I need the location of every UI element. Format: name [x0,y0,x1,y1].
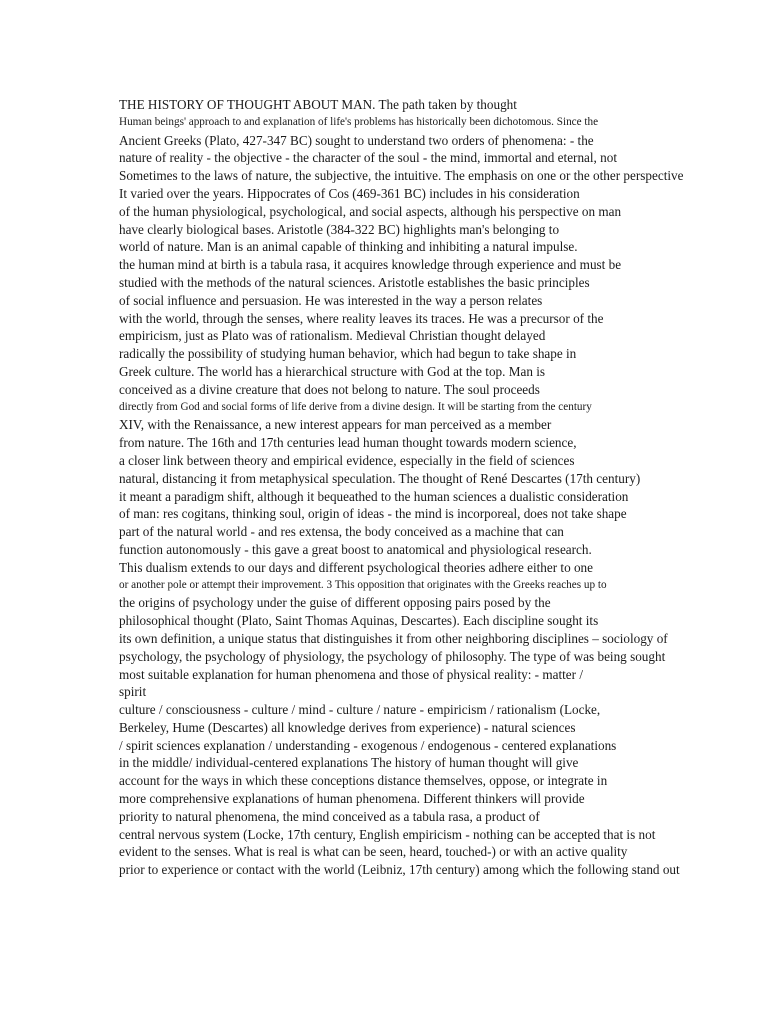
text-line: Human beings' approach to and explanation of life's problems has historically been dichotomous. Since the [119,115,599,128]
text-line: of the human physiological, psychological, and social aspects, although his perspective on man [119,203,622,219]
text-line: with the world, through the senses, where reality leaves its traces. He was a precursor of the [119,310,604,326]
text-line: world of nature. Man is an animal capable of thinking and inhibiting a natural impulse. [119,239,578,255]
text-line: philosophical thought (Plato, Saint Thomas Aquinas, Descartes). Each discipline sought its [119,613,599,629]
text-line: of man: res cogitans, thinking soul, origin of ideas - the mind is incorporeal, does not take shape [119,506,627,522]
text-line: more comprehensive explanations of human phenomena. Different thinkers will provide [119,791,585,807]
text-line: it meant a paradigm shift, although it bequeathed to the human sciences a dualistic consideration [119,488,629,504]
text-line: empiricism, just as Plato was of rationalism. Medieval Christian thought delayed [119,328,546,344]
document-body [119,96,739,879]
text-line: Ancient Greeks (Plato, 427-347 BC) sought to understand two orders of phenomena: - the [119,132,594,148]
text-line: Sometimes to the laws of nature, the subjective, the intuitive. The emphasis on one or the other perspective [119,168,684,184]
text-line: directly from God and social forms of life derive from a divine design. It will be starting from the century [119,400,592,413]
text-line: evident to the senses. What is real is what can be seen, heard, touched-) or with an active quality [119,844,628,860]
text-line: Greek culture. The world has a hierarchical structure with God at the top. Man is [119,363,546,379]
text-line: priority to natural phenomena, the mind conceived as a tabula rasa, a product of [119,808,540,824]
text-line: spirit [119,684,147,700]
text-line: natural, distancing it from metaphysical speculation. The thought of René Descartes (17th century) [119,470,641,486]
text-line: the human mind at birth is a tabula rasa, it acquires knowledge through experience and must be [119,257,622,273]
text-line: most suitable explanation for human phenomena and those of physical reality: - matter / [119,666,583,682]
text-line: from nature. The 16th and 17th centuries lead human thought towards modern science, [119,435,577,451]
text-line: XIV, with the Renaissance, a new interest appears for man perceived as a member [119,417,552,433]
text-line: prior to experience or contact with the world (Leibniz, 17th century) among which the following stand out [119,862,680,878]
text-line: culture / consciousness - culture / mind - culture / nature - empiricism / rationalism (Locke, [119,702,601,718]
text-line: It varied over the years. Hippocrates of Cos (469-361 BC) includes in his consideration [119,185,580,201]
text-line: the origins of psychology under the guise of different opposing pairs posed by the [119,595,551,611]
text-line: or another pole or attempt their improvement. 3 This opposition that originates with the Greeks reaches up to [119,578,607,591]
text-line: have clearly biological bases. Aristotle (384-322 BC) highlights man's belonging to [119,221,560,237]
text-line: its own definition, a unique status that distinguishes it from other neighboring disciplines – sociology of [119,630,668,646]
text-line: central nervous system (Locke, 17th century, English empiricism - nothing can be accepted that is not [119,826,656,842]
text-line: This dualism extends to our days and different psychological theories adhere either to one [119,559,594,575]
text-line: / spirit sciences explanation / understanding - exogenous / endogenous - centered explanations [119,737,617,753]
text-line: Berkeley, Hume (Descartes) all knowledge derives from experience) - natural sciences [119,719,576,735]
text-line: part of the natural world - and res extensa, the body conceived as a machine that can [119,524,564,540]
document-title-line: THE HISTORY OF THOUGHT ABOUT MAN. The path taken by thought [119,97,517,112]
text-line: account for the ways in which these conceptions distance themselves, oppose, or integrate in [119,773,608,789]
text-line: of social influence and persuasion. He was interested in the way a person relates [119,292,543,308]
text-line: nature of reality - the objective - the character of the soul - the mind, immortal and eternal, not [119,150,618,166]
text-line: radically the possibility of studying human behavior, which had begun to take shape in [119,346,577,362]
text-line: studied with the methods of the natural sciences. Aristotle establishes the basic principles [119,274,590,290]
text-line: a closer link between theory and empirical evidence, especially in the field of sciences [119,452,575,468]
text-line: function autonomously - this gave a great boost to anatomical and physiological research. [119,541,592,557]
text-line: in the middle/ individual-centered explanations The history of human thought will give [119,755,579,771]
text-line: conceived as a divine creature that does not belong to nature. The soul proceeds [119,381,540,397]
text-line: psychology, the psychology of physiology, the psychology of philosophy. The type of was being sought [119,648,666,664]
